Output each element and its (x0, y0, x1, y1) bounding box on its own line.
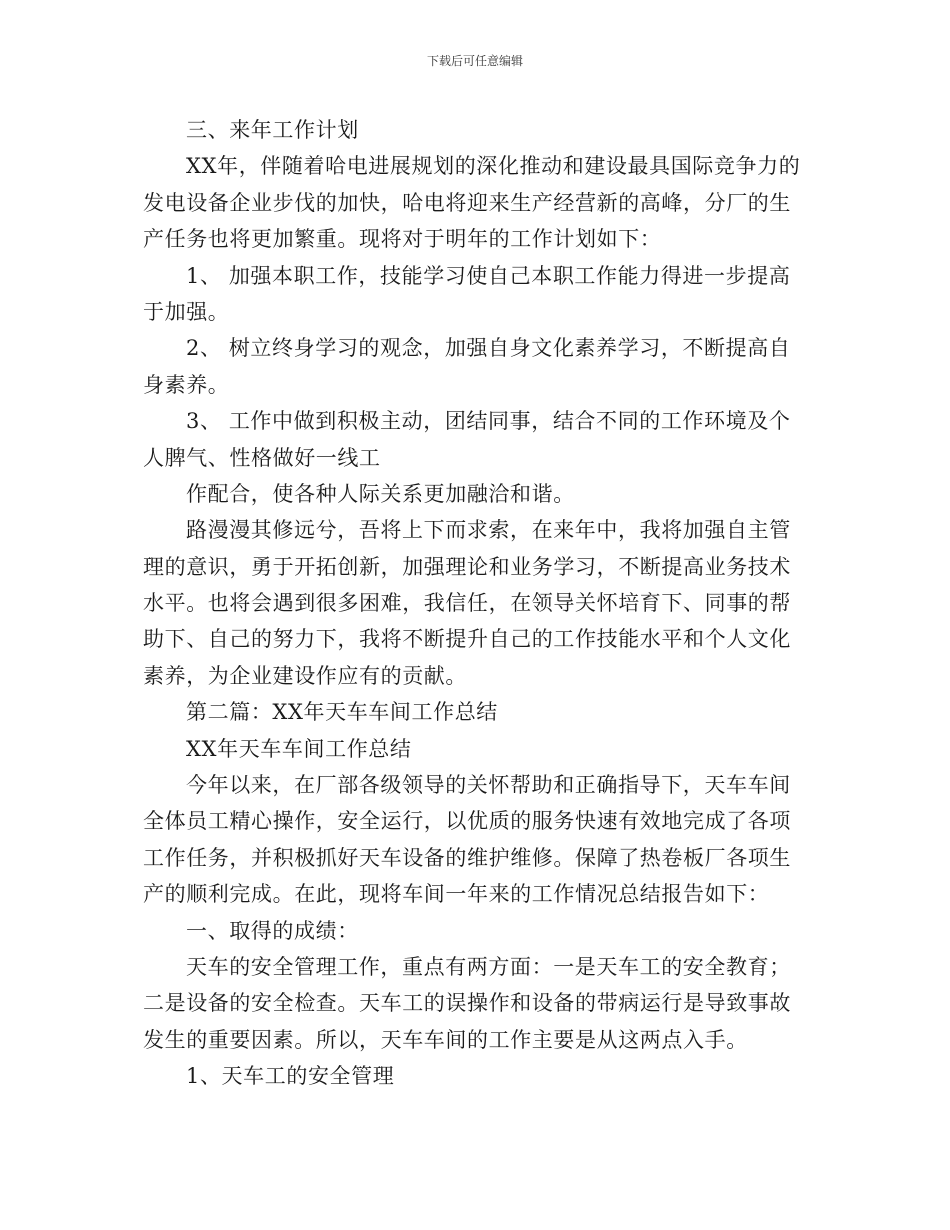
paragraph-line: 产的顺利完成。在此，现将车间一年来的工作情况总结报告如下： (143, 882, 770, 907)
list-item-line: 人脾气、性格做好一线工 (143, 445, 381, 470)
paragraph-line: 今年以来，在厂部各级领导的关怀帮助和正确指导下，天车车间 (186, 773, 791, 798)
paragraph-line: 天车的安全管理工作，重点有两方面：一是天车工的安全教育； (186, 954, 791, 979)
section-heading-part-two: 第二篇：XX年天车车间工作总结 (186, 700, 498, 725)
page-header-note: 下载后可任意编辑 (426, 54, 523, 68)
paragraph-line: 二是设备的安全检查。天车工的误操作和设备的带病运行是导致事故 (143, 991, 791, 1016)
paragraph-line: 路漫漫其修远兮，吾将上下而求索，在来年中，我将加强自主管 (186, 518, 791, 543)
paragraph-line: XX年，伴随着哈电进展规划的深化推动和建设最具国际竞争力的 (186, 154, 801, 179)
section-heading-plan: 三、来年工作计划 (186, 118, 359, 142)
paragraph-line: 发生的重要因素。所以，天车车间的工作主要是从这两点入手。 (143, 1027, 748, 1052)
list-item-line: 1、 加强本职工作，技能学习使自己本职工作能力得进一步提高 (186, 263, 791, 288)
list-item-line: 2、 树立终身学习的观念，加强自身文化素养学习，不断提高自 (186, 336, 791, 361)
list-item-line: 身素养。 (143, 372, 230, 397)
paragraph-line: 助下、自己的努力下，我将不断提升自己的工作技能水平和个人文化 (143, 627, 791, 652)
document-body (143, 112, 803, 1095)
paragraph-line: 全体员工精心操作，安全运行，以优质的服务快速有效地完成了各项 (143, 809, 791, 834)
paragraph-line: 作配合，使各种人际关系更加融洽和谐。 (186, 481, 575, 506)
list-item-line: 3、 工作中做到积极主动，团结同事，结合不同的工作环境及个 (186, 409, 791, 434)
paragraph-line: 水平。也将会遇到很多困难，我信任，在领导关怀培育下、同事的帮 (143, 591, 791, 616)
paragraph-line: 工作任务，并积极抓好天车设备的维护维修。保障了热卷板厂各项生 (143, 845, 791, 870)
paragraph-line: 素养，为企业建设作应有的贡献。 (143, 663, 467, 688)
paragraph-line: 产任务也将更加繁重。现将对于明年的工作计划如下： (143, 227, 662, 252)
subsection-heading: 1、天车工的安全管理 (186, 1064, 395, 1089)
list-item-line: 于加强。 (143, 299, 230, 324)
paragraph-line: 发电设备企业步伐的加快，哈电将迎来生产经营新的高峰，分厂的生 (143, 190, 791, 215)
section-heading-achievements: 一、取得的成绩： (186, 918, 359, 943)
document-title: XX年天车车间工作总结 (186, 736, 412, 761)
paragraph-line: 理的意识，勇于开拓创新，加强理论和业务学习，不断提高业务技术 (143, 554, 791, 579)
